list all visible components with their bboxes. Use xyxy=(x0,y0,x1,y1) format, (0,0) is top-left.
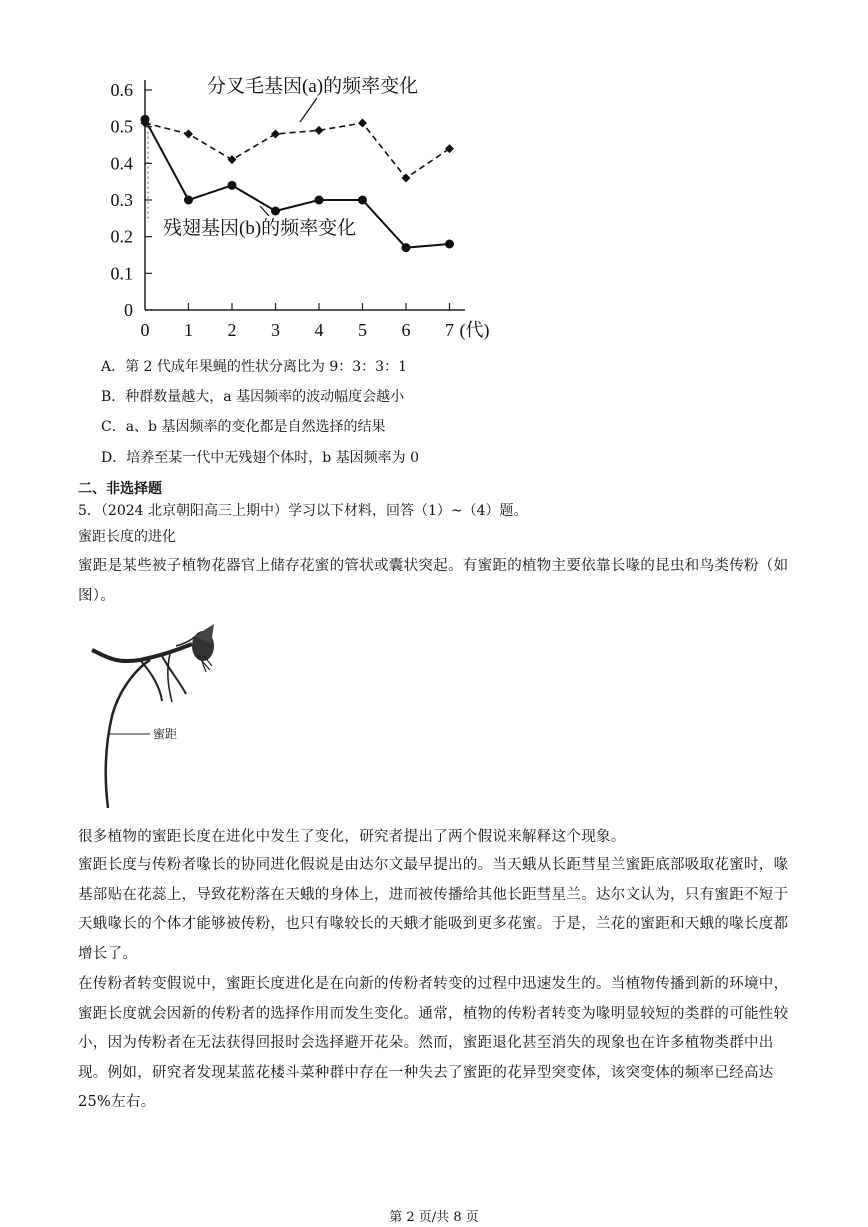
data-point xyxy=(228,181,237,190)
x-tick-label: 3 xyxy=(271,320,280,340)
data-point xyxy=(402,243,411,252)
x-tick-label: 5 xyxy=(358,320,367,340)
data-point xyxy=(141,115,150,124)
question-line: 5．（2024 北京朝阳高三上期中）学习以下材料，回答（1）~（4）题。 xyxy=(78,503,528,519)
y-tick-label: 0 xyxy=(124,300,133,320)
data-point xyxy=(358,119,367,128)
series-a-pointer xyxy=(300,98,317,122)
x-axis-unit: (代) xyxy=(459,320,490,340)
article-title: 蜜距长度的进化 xyxy=(78,529,176,545)
x-axis-ticks xyxy=(141,303,490,341)
y-tick-label: 0.3 xyxy=(110,190,133,210)
data-point xyxy=(228,155,237,164)
chart-legend xyxy=(163,75,418,239)
data-point xyxy=(315,196,324,205)
y-tick-label: 0.6 xyxy=(110,80,133,100)
x-tick-label: 2 xyxy=(227,320,237,340)
data-point xyxy=(358,196,367,205)
y-tick-label: 0.2 xyxy=(110,226,133,247)
y-tick-label: 0.5 xyxy=(110,116,133,137)
data-point xyxy=(402,174,411,183)
orchid-nectar-spur-figure xyxy=(80,616,230,816)
data-point xyxy=(184,130,193,139)
gene-frequency-chart xyxy=(95,60,515,350)
data-point xyxy=(271,130,280,139)
paragraph-4: 在传粉者转变假说中，蜜距长度进化是在向新的传粉者转变的过程中迅速发生的。当植物传播到新的环境中，蜜距长度就会因新的传粉者的选择作用而发生变化。通常，植物的传粉者转变为喙明显较短的类群的可能性较小，因为传粉者在无法获得回报时会选择避开花朵。然而，蜜距退化甚至消失的现象也在许多植物类群中出现。例如，研究者发现某蓝花楼斗菜种群中存在一种失去了蜜距的花异型突变体，该突变体的频率已经高达 25%左右。 xyxy=(78,976,789,1110)
paragraph-2: 很多植物的蜜距长度在进化中发生了变化，研究者提出了两个假说来解释这个现象。 xyxy=(78,829,626,845)
data-point xyxy=(271,207,280,216)
series-line xyxy=(145,123,450,178)
x-tick-label: 7 xyxy=(445,320,454,340)
paragraph-3: 蜜距长度与传粉者喙长的协同进化假说是由达尔文最早提出的。当天蛾从长距彗星兰蜜距底部吸取花蜜时，喙基部贴在花蕊上，导致花粉落在天蛾的身体上，进而被传播给其他长距彗星兰。达尔文认为，只有蜜距不短于天蛾喙长的个体才能够被传粉，也只有喙较长的天蛾才能吸到更多花蜜。于是，兰花的蜜距和天蛾的喙长度都增长了。 xyxy=(78,857,789,962)
y-tick-label: 0.1 xyxy=(110,263,133,284)
option-b: B．种群数量越大，a 基因频率的波动幅度会越小 xyxy=(101,389,405,405)
nectar-spur-label: 蜜距 xyxy=(153,727,178,741)
option-a: A．第 2 代成年果蝇的性状分离比为 9：3：3：1 xyxy=(101,359,407,375)
paragraph-1: 蜜距是某些被子植物花器官上储存花蜜的管状或囊状突起。有蜜距的植物主要依靠长喙的昆虫和鸟类传粉（如图）。 xyxy=(78,558,789,604)
page-footer: 第 2 页/共 8 页 xyxy=(389,1210,479,1225)
option-d: D．培养至某一代中无残翅个体时，b 基因频率为 0 xyxy=(101,450,419,466)
y-tick-label: 0.4 xyxy=(110,153,133,174)
data-point xyxy=(445,144,454,153)
x-tick-label: 6 xyxy=(401,320,411,340)
x-tick-label: 1 xyxy=(184,320,193,340)
series-b-label: 残翅基因(b)的频率变化 xyxy=(163,218,357,239)
series-a-label: 分叉毛基因(a)的频率变化 xyxy=(207,76,419,97)
x-tick-label: 4 xyxy=(314,320,324,340)
x-tick-label: 0 xyxy=(140,320,150,340)
data-point xyxy=(445,240,454,249)
section-title: 二、非选择题 xyxy=(78,481,162,497)
data-point xyxy=(315,126,324,135)
data-point xyxy=(184,196,193,205)
series-a-dashed xyxy=(141,119,455,183)
option-c: C．a、b 基因频率的变化都是自然选择的结果 xyxy=(101,419,386,435)
